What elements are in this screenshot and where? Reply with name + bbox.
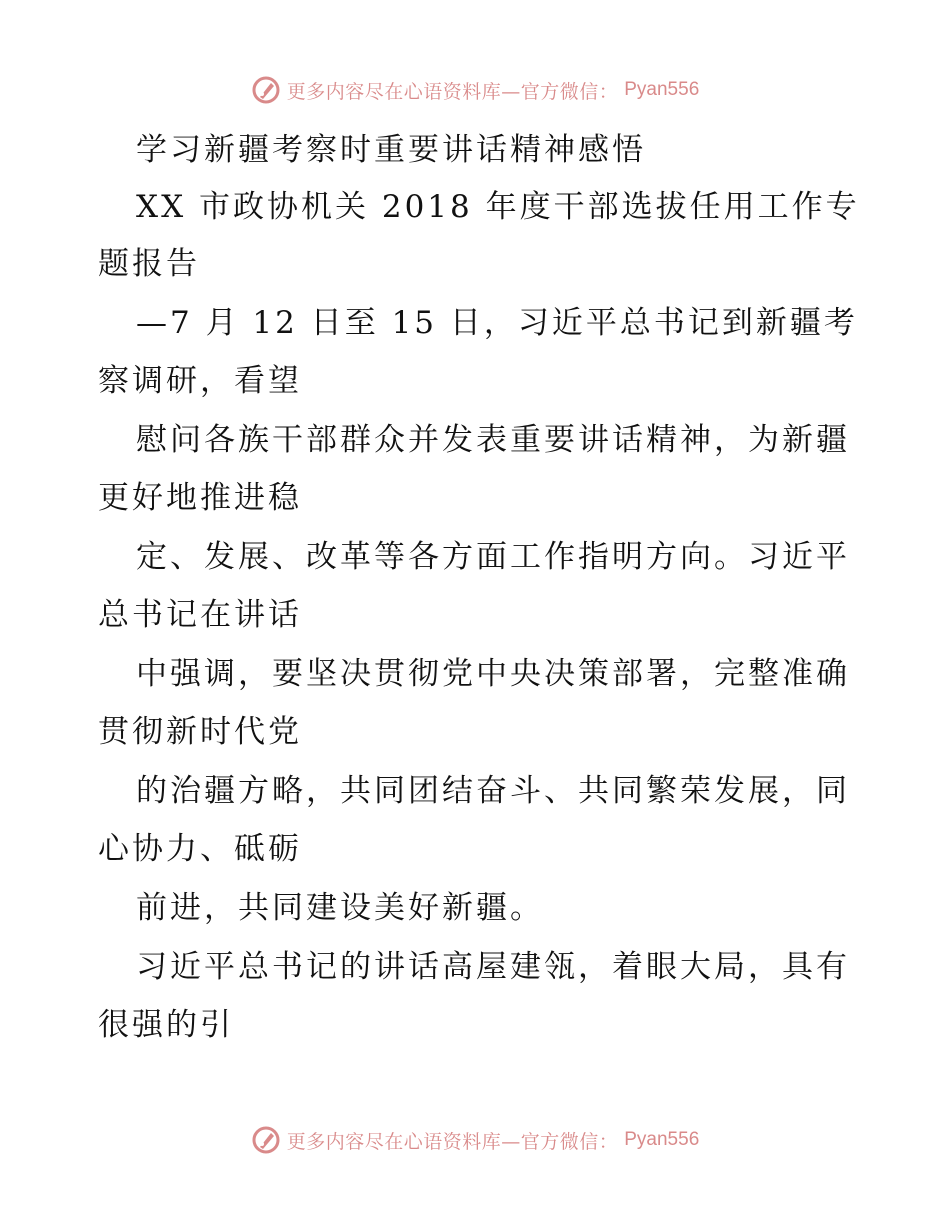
paragraph-line: 习近平总书记的讲话高屋建瓴，着眼大局，具有 — [136, 949, 850, 985]
paragraph-line: 的治疆方略，共同团结奋斗、共同繁荣发展，同 — [136, 773, 850, 809]
paragraph-line: 定、发展、改革等各方面工作指明方向。习近平 — [136, 539, 850, 575]
report-heading-line-1: XX 市政协机关 2018 年度干部选拔任用工作专 — [136, 189, 860, 225]
paragraph-line: 很强的引 — [98, 1007, 234, 1043]
paragraph-line: 慰问各族干部群众并发表重要讲话精神，为新疆 — [136, 422, 850, 458]
watermark-contact: Pyan556 — [624, 79, 700, 100]
paragraph-line: 中强调，要坚决贯彻党中央决策部署，完整准确 — [136, 656, 850, 692]
watermark-contact: Pyan556 — [624, 1129, 700, 1150]
paragraph-line: 更好地推进稳 — [98, 480, 302, 516]
paragraph-line: 总书记在讲话 — [98, 597, 302, 633]
watermark-text: 更多内容尽在心语资料库—官方微信： — [286, 80, 619, 103]
paragraph-line: 察调研，看望 — [98, 363, 302, 399]
watermark-text: 更多内容尽在心语资料库—官方微信： — [286, 1130, 619, 1153]
paragraph-line: —7 月 12 日至 15 日，习近平总书记到新疆考 — [136, 305, 858, 341]
top-watermark-banner — [0, 70, 950, 110]
pen-logo-icon — [251, 75, 281, 105]
bottom-watermark-banner — [0, 1120, 950, 1160]
document-title: 学习新疆考察时重要讲话精神感悟 — [136, 132, 646, 168]
pen-logo-icon — [251, 1125, 281, 1155]
paragraph-line: 贯彻新时代党 — [98, 714, 302, 750]
paragraph-line: 心协力、砥砺 — [98, 831, 302, 867]
report-heading-line-2: 题报告 — [98, 246, 200, 282]
paragraph-line: 前进，共同建设美好新疆。 — [136, 890, 544, 926]
